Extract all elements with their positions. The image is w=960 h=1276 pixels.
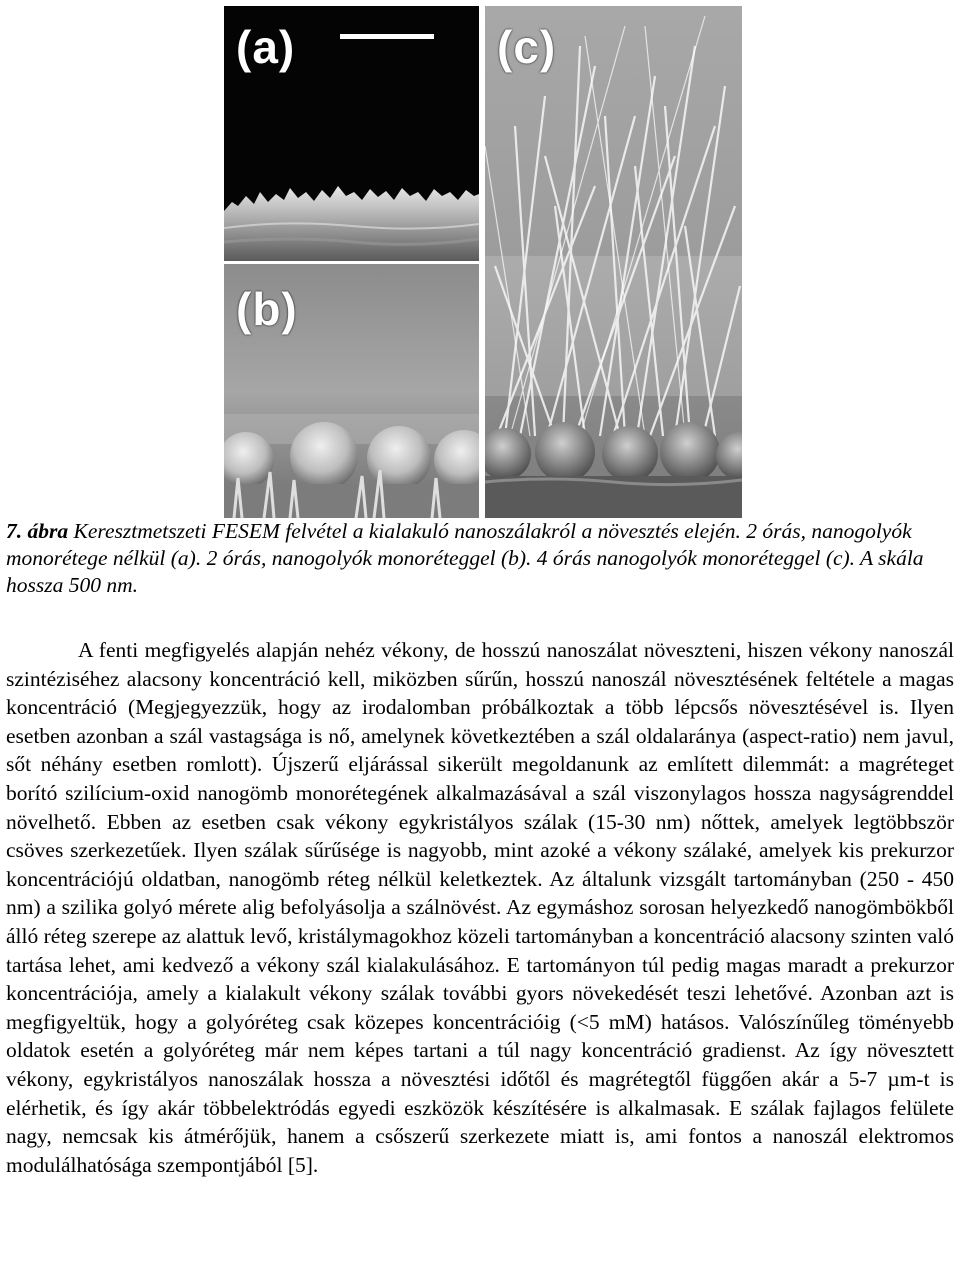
panel-c bbox=[485, 6, 742, 518]
panel-a bbox=[224, 6, 479, 261]
sem-image-c bbox=[485, 6, 742, 518]
scale-bar bbox=[340, 34, 434, 39]
panel-label-b: (b) bbox=[236, 283, 298, 335]
sem-figure bbox=[224, 6, 742, 518]
panel-b bbox=[224, 264, 479, 518]
body-paragraph-text: A fenti megfigyelés alapján nehéz vékony, de hosszú nanoszálat növeszteni, hiszen vékony nanoszál szintéziséhez alacsony koncentráció kell, miközben sűrűn, hosszú nanoszál növesztésének feltétele a magas koncentráció (Megjegyezzük, hogy az irodalomban próbálkoztak a több lépcsős növesztésével is. Ilyen esetben azonban a szál vastagsága is nő, amelynek következtében a szál oldalaránya (aspect-ratio) nem javul, sőt néhány esetben romlott). Újszerű eljárással sikerült megoldanunk az említett dilemmát: a magréteget borító szilícium-oxid nanogömb monorétegének alkalmazásával a szál viszonylagos hossza nagyságrenddel növelhető. Ebben az esetben csak vékony egykristályos szálak (15-30 nm) nőttek, amelyek legtöbbször csöves szerkezetűek. Ilyen szálak sűrűsége is nagyobb, mint azoké a vékony szálaké, amelyek kis prekurzor koncentrációjú oldatban, nanogömb réteg nélkül keletkeztek. Az általunk vizsgált tartományban (250 - 450 nm) a szilika golyó mérete alig befolyásolja a szálnövést. Az egymáshoz sorosan helyezkedő nanogömbökből álló réteg szerepe az alattuk levő, kristálymagokhoz közeli tartományban a koncentráció alacsony szinten való tartása lehet, ami kedvező a vékony szál kialakulásához. E tartományon túl pedig magas maradt a prekurzor koncentrációja, amely a kialakult vékony szálak további gyors növekedését teszi lehetővé. Azonban azt is megfigyeltük, hogy a golyóréteg csak közepes koncentrációig (<5 mM) hatásos. Valószínűleg töményebb oldatok esetén a golyóréteg már nem képes tartani a túl nagy koncentráció gradienst. Az így növesztett vékony, egykristályos nanoszálak hossza a növesztési időtől és magrétegtől függően akár a 5-7 µm-t is elérhetik, és így akár többelektródás egyedi eszközök készítésére is alkalmasak. E szálak fajlagos felülete nagy, nemcsak kis átmérőjük, hanem a csőszerű szerkezete miatt is, ami fontos a nanoszál elektromos modulálhatósága szempontjából [5]. bbox=[6, 638, 955, 1177]
figure-caption bbox=[6, 518, 954, 599]
panel-label-a: (a) bbox=[236, 21, 296, 73]
panel-label-c: (c) bbox=[497, 21, 557, 73]
caption-text: Keresztmetszeti FESEM felvétel a kialakuló nanoszálakról a növesztés elején. 2 órás, nanogolyók monorétege nélkül (a). 2 órás, nanogolyók monoréteggel (b). 4 órás nanogolyók monoréteggel (c). A skála hossza 500 nm. bbox=[6, 519, 924, 597]
body-paragraph bbox=[6, 636, 954, 1179]
figure-number: 7. ábra bbox=[6, 519, 69, 543]
